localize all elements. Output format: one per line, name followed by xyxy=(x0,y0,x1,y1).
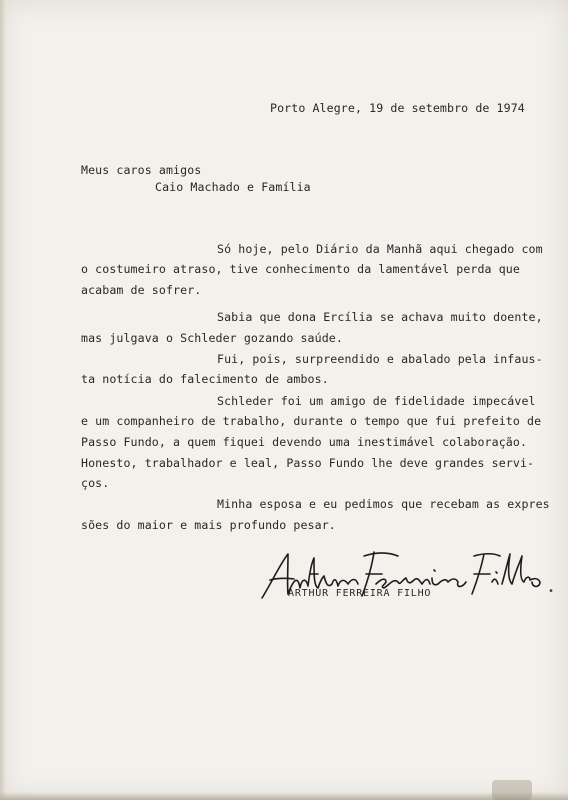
body-line: mas julgava o Schleder gozando saúde. xyxy=(81,331,343,345)
paper-stain xyxy=(492,780,532,800)
body-line: ços. xyxy=(81,476,110,490)
page-edge-shadow xyxy=(0,0,6,800)
body-line: o costumeiro atraso, tive conhecimento da lamentável perda que xyxy=(81,262,520,276)
body-line: Honesto, trabalhador e leal, Passo Fundo lhe deve grandes servi- xyxy=(81,456,535,470)
body-line: Só hoje, pelo Diário da Manhã aqui chegado com xyxy=(217,242,543,256)
date-line: Porto Alegre, 19 de setembro de 1974 xyxy=(270,101,525,115)
margin-mark: • xyxy=(548,586,555,597)
salutation: Meus caros amigos xyxy=(81,163,202,177)
typed-signature-name: ARTHUR FERREIRA FILHO xyxy=(288,588,432,599)
body-line: Passo Fundo, a quem fiquei devendo uma inestimável colaboração. xyxy=(81,435,528,449)
body-line: e um companheiro de trabalho, durante o tempo que fui prefeito de xyxy=(81,414,542,428)
addressee: Caio Machado e Família xyxy=(155,180,311,194)
body-line: acabam de sofrer. xyxy=(81,283,202,297)
body-line: Minha esposa e eu pedimos que recebam as expres xyxy=(217,497,550,511)
page-bottom-edge xyxy=(0,792,568,800)
body-line: Fui, pois, surpreendido e abalado pela infaus- xyxy=(217,352,543,366)
body-line: ta notícia do falecimento de ambos. xyxy=(81,372,329,386)
body-line: sões do maior e mais profundo pesar. xyxy=(81,518,336,532)
body-line: Schleder foi um amigo de fidelidade impecável xyxy=(217,394,536,408)
body-line: Sabia que dona Ercília se achava muito doente, xyxy=(217,310,543,324)
